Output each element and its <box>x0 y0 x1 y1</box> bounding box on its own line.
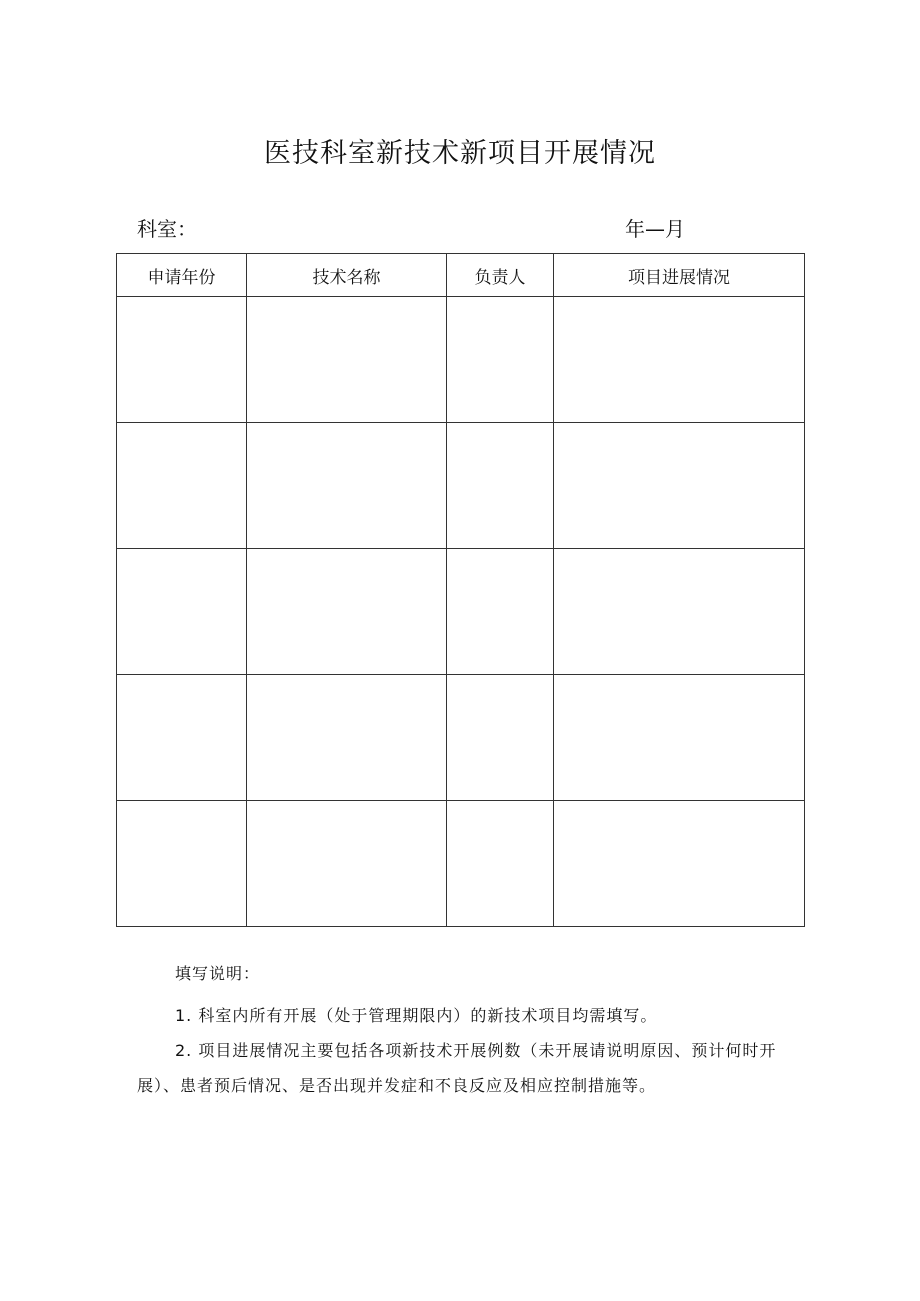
cell-technology-name[interactable] <box>247 549 447 675</box>
cell-technology-name[interactable] <box>247 423 447 549</box>
date-label: 年—月 <box>625 217 685 241</box>
cell-person-in-charge[interactable] <box>447 549 554 675</box>
table-row <box>117 801 805 927</box>
table-header-row <box>117 254 805 297</box>
instruction-item-1: 1. 科室内所有开展（处于管理期限内）的新技术项目均需填写。 <box>175 1006 658 1025</box>
cell-application-year[interactable] <box>117 675 247 801</box>
cell-project-progress[interactable] <box>554 423 805 549</box>
document-title: 医技科室新技术新项目开展情况 <box>264 138 656 169</box>
cell-project-progress[interactable] <box>554 549 805 675</box>
cell-application-year[interactable] <box>117 423 247 549</box>
cell-technology-name[interactable] <box>247 801 447 927</box>
cell-application-year[interactable] <box>117 801 247 927</box>
instruction-item-2: 2. 项目进展情况主要包括各项新技术开展例数（未开展请说明原因、预计何时开展）、患者预后情况、是否出现并发症和不良反应及相应控制措施等。 <box>137 1041 777 1095</box>
cell-person-in-charge[interactable] <box>447 297 554 423</box>
instructions-heading: 填写说明： <box>175 964 261 983</box>
instructions <box>137 960 777 1103</box>
cell-project-progress[interactable] <box>554 297 805 423</box>
header-application-year: 申请年份 <box>117 254 247 297</box>
table-row <box>117 423 805 549</box>
cell-project-progress[interactable] <box>554 801 805 927</box>
table-row <box>117 675 805 801</box>
header-person-in-charge: 负责人 <box>447 254 554 297</box>
header-project-progress: 项目进展情况 <box>554 254 805 297</box>
table-row <box>117 549 805 675</box>
table-row <box>117 297 805 423</box>
cell-project-progress[interactable] <box>554 675 805 801</box>
department-label: 科室： <box>137 217 197 241</box>
cell-person-in-charge[interactable] <box>447 423 554 549</box>
header-technology-name: 技术名称 <box>247 254 447 297</box>
project-table <box>116 253 805 927</box>
cell-person-in-charge[interactable] <box>447 801 554 927</box>
cell-application-year[interactable] <box>117 297 247 423</box>
cell-technology-name[interactable] <box>247 675 447 801</box>
cell-technology-name[interactable] <box>247 297 447 423</box>
cell-application-year[interactable] <box>117 549 247 675</box>
cell-person-in-charge[interactable] <box>447 675 554 801</box>
